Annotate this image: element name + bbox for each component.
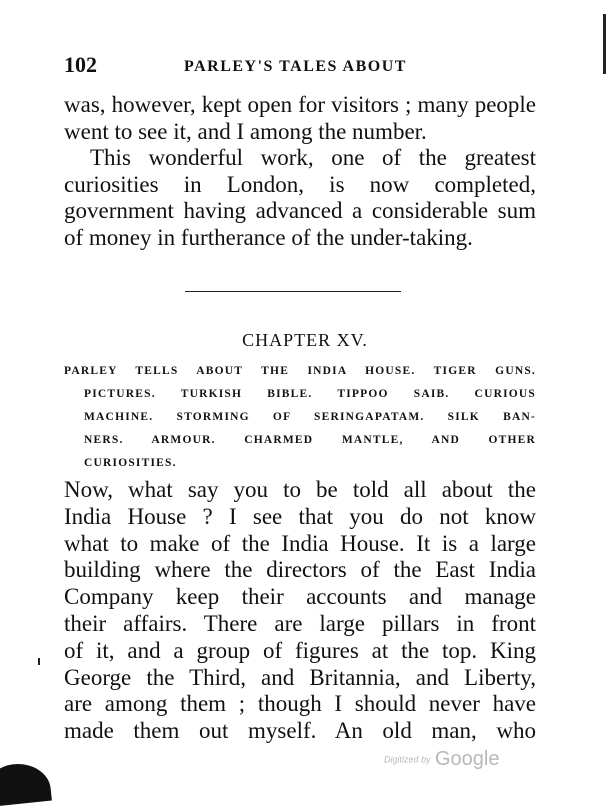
body-line: of it, and a group of figures at the top. King: [64, 637, 536, 663]
scan-speck: [38, 658, 40, 665]
page-header: [64, 52, 544, 82]
scanner-thumb-shadow: [0, 761, 52, 807]
body-line: are among them ; though I should never have: [64, 691, 536, 717]
watermark-prefix: Digitized by: [384, 754, 431, 765]
body-line: Company keep their accounts and manage: [64, 584, 536, 610]
google-logo: Google: [434, 748, 500, 770]
body-line: their affairs. There are large pillars in front: [64, 610, 536, 636]
body-line: India House ? I see that you do not know: [64, 503, 536, 529]
summary-line: NERS. ARMOUR. CHARMED MANTLE, AND OTHER: [84, 434, 536, 446]
summary-line: PARLEY TELLS ABOUT THE INDIA HOUSE. TIGER GUNS.: [64, 365, 536, 377]
running-title: PARLEY'S TALES ABOUT: [184, 58, 407, 75]
body-line: what to make of the India House. It is a large: [64, 530, 536, 556]
chapter-summary: [64, 360, 536, 475]
body-line: Now, what say you to be told all about the: [64, 477, 536, 502]
paragraph-london-work: This wonderful work, one of the greatest curiosities in London, is now completed, government having advanced a considerable sum of money in furtherance of the under-taking.: [64, 145, 536, 250]
summary-line: PICTURES. TURKISH BIBLE. TIPPOO SAIB. CURIOUS: [84, 388, 536, 400]
chapter-title: CHAPTER XV.: [242, 330, 368, 350]
body-line: made them out myself. An old man, who: [64, 718, 536, 744]
summary-line: MACHINE. STORMING OF SERINGAPATAM. SILK BAN-: [84, 411, 536, 423]
summary-line: CURIOSITIES.: [84, 457, 177, 469]
section-divider: [185, 291, 401, 292]
chapter-body: [64, 477, 536, 745]
paragraph-continued: was, however, kept open for visitors ; many people went to see it, and I among the number.: [64, 92, 536, 144]
page-number: 102: [64, 52, 97, 77]
scan-edge-mark: [603, 14, 606, 74]
body-line: building where the directors of the East India: [64, 557, 536, 583]
body-line: George the Third, and Britannia, and Liberty,: [64, 664, 536, 690]
digitized-watermark: [384, 748, 499, 771]
